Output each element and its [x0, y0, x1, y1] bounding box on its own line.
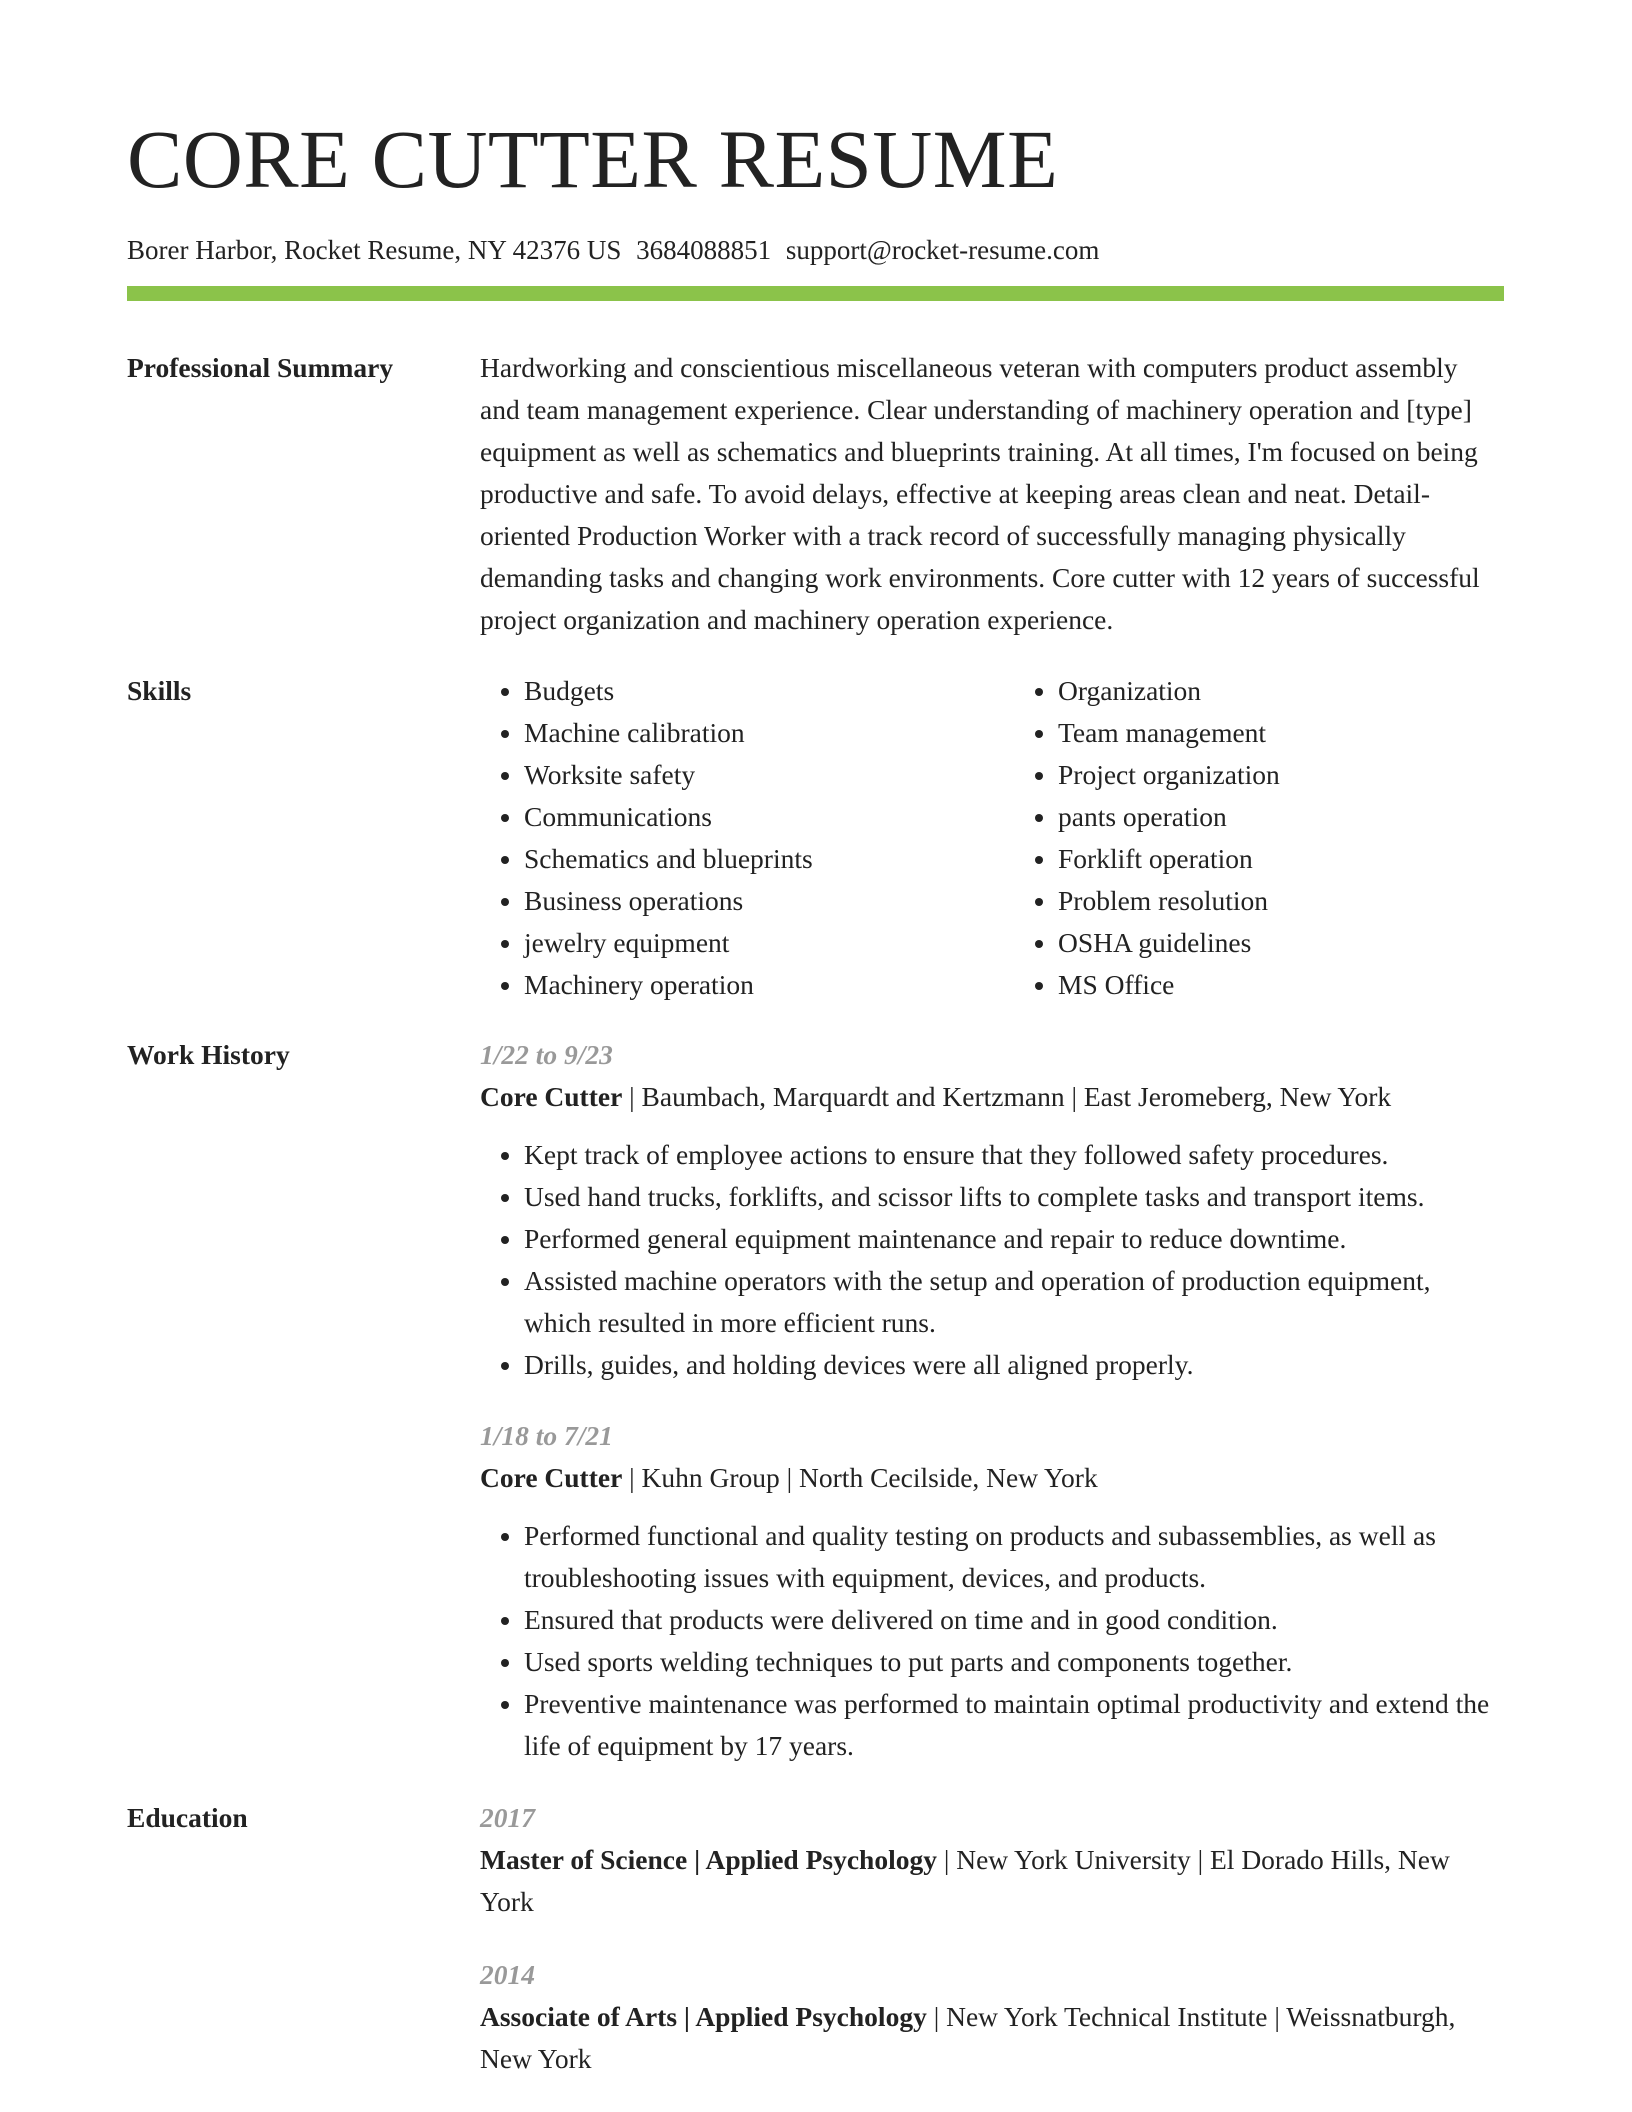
job-duty: • Performed functional and quality testing on products and subassemblies, as well as troubleshooting issues with equipment, devices, and products.: [524, 1515, 1504, 1599]
skill-item: • Machine calibration: [524, 712, 970, 754]
job-duty: • Preventive maintenance was performed to maintain optimal productivity and extend the life of equipment by 17 years.: [524, 1683, 1504, 1767]
job-duties: [480, 1515, 1504, 1767]
contact-line: [127, 232, 1099, 268]
job-duty: • Used hand trucks, forklifts, and scissor lifts to complete tasks and transport items.: [524, 1176, 1504, 1218]
skill-item: • Communications: [524, 796, 970, 838]
education-entry: [480, 1797, 1504, 1923]
address: Borer Harbor, Rocket Resume, NY 42376 US: [127, 235, 622, 265]
job-duties: [480, 1134, 1504, 1386]
job-dates: 1/22 to 9/23: [480, 1039, 613, 1070]
skill-item: • Project organization: [1058, 754, 1504, 796]
job-duty: • Assisted machine operators with the setup and operation of production equipment, which resulted in more efficient runs.: [524, 1260, 1504, 1344]
skill-item: • Organization: [1058, 670, 1504, 712]
accent-divider: [127, 286, 1504, 301]
resume-title: CORE CUTTER RESUME: [127, 113, 1059, 205]
education-entry: [480, 1954, 1504, 2080]
skill-item: • jewelry equipment: [524, 922, 970, 964]
skill-item: • Business operations: [524, 880, 970, 922]
job-entry: [480, 1415, 1504, 1767]
job-employer: | Baumbach, Marquardt and Kertzmann | East Jeromeberg, New York: [622, 1081, 1392, 1112]
job-employer: | Kuhn Group | North Cecilside, New York: [622, 1462, 1098, 1493]
skill-item: • Worksite safety: [524, 754, 970, 796]
skills-list-left: [480, 670, 970, 1006]
job-role: [480, 1076, 1504, 1118]
education-degree: Associate of Arts | Applied Psychology: [480, 2001, 927, 2032]
skill-item: • Problem resolution: [1058, 880, 1504, 922]
skills-heading: Skills: [127, 675, 192, 706]
education-year: 2014: [480, 1959, 535, 1990]
phone: 3684088851: [636, 235, 772, 265]
skill-item: • Forklift operation: [1058, 838, 1504, 880]
education-degree: Master of Science | Applied Psychology: [480, 1844, 937, 1875]
education-degree-line: [480, 1996, 1504, 2080]
work-history-heading: Work History: [127, 1039, 290, 1070]
skill-item: • pants operation: [1058, 796, 1504, 838]
job-title: Core Cutter: [480, 1081, 623, 1112]
summary-text: Hardworking and conscientious miscellaneous veteran with computers product assembly and team management experience. Clear understanding of machinery operation and [type] equipment as well as schematics and blueprints training. At all times, I'm focused on being productive and safe. To avoid delays, effective at keeping areas clean and neat. Detail-oriented Production Worker with a track record of successfully managing physically demanding tasks and changing work environments. Core cutter with 12 years of successful project organization and machinery operation experience.: [480, 352, 1480, 635]
skill-item: • Machinery operation: [524, 964, 970, 1006]
job-duty: • Used sports welding techniques to put parts and components together.: [524, 1641, 1504, 1683]
education-heading: Education: [127, 1802, 248, 1833]
job-duty: • Drills, guides, and holding devices were all aligned properly.: [524, 1344, 1504, 1386]
job-duty: • Kept track of employee actions to ensure that they followed safety procedures.: [524, 1134, 1504, 1176]
education-year: 2017: [480, 1802, 535, 1833]
job-title: Core Cutter: [480, 1462, 623, 1493]
job-role: [480, 1457, 1504, 1499]
summary-heading: Professional Summary: [127, 352, 394, 383]
job-dates: 1/18 to 7/21: [480, 1420, 613, 1451]
skill-item: • MS Office: [1058, 964, 1504, 1006]
job-entry: [480, 1034, 1504, 1386]
education-school: | New York University | El Dorado Hills, New York: [480, 1844, 1450, 1917]
summary-content: [480, 347, 1504, 641]
education-school: | New York Technical Institute | Weissnatburgh, New York: [480, 2001, 1456, 2074]
job-duty: • Ensured that products were delivered on time and in good condition.: [524, 1599, 1504, 1641]
education-degree-line: [480, 1839, 1504, 1923]
skill-item: • OSHA guidelines: [1058, 922, 1504, 964]
email-link[interactable]: support@rocket-resume.com: [785, 235, 1100, 265]
skills-content: [480, 670, 1504, 1006]
skill-item: • Team management: [1058, 712, 1504, 754]
skills-list-right: [1014, 670, 1504, 1006]
skill-item: • Schematics and blueprints: [524, 838, 970, 880]
skill-item: • Budgets: [524, 670, 970, 712]
job-duty: • Performed general equipment maintenance and repair to reduce downtime.: [524, 1218, 1504, 1260]
